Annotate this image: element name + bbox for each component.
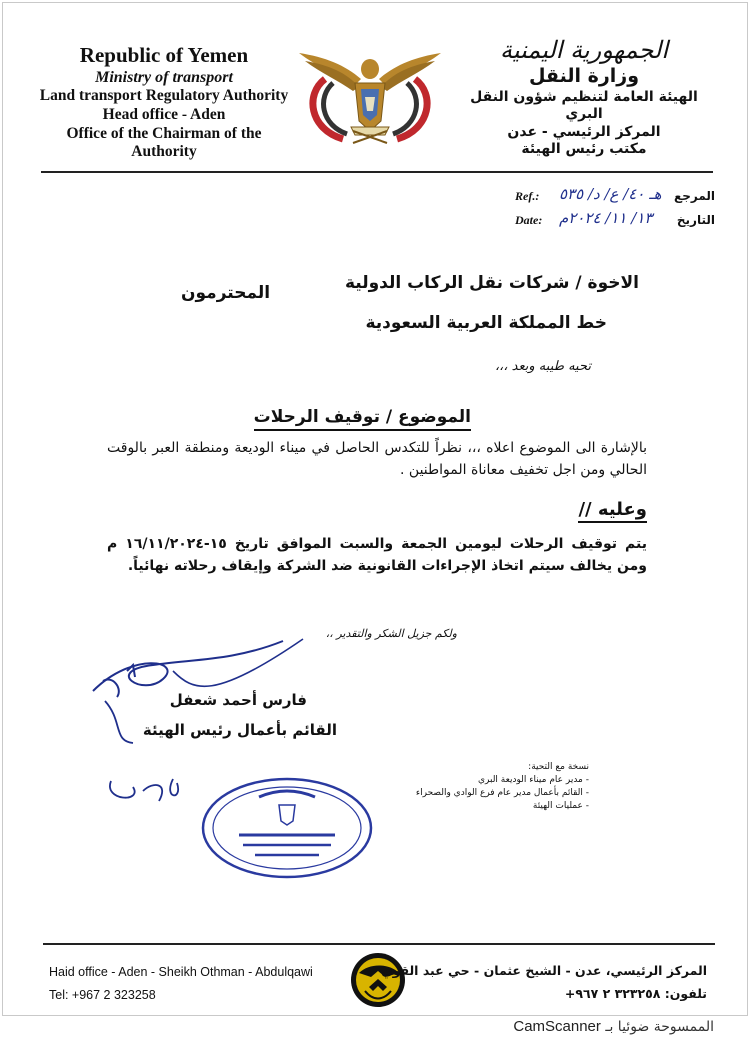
header-ar-ministry: وزارة النقل (528, 65, 640, 87)
header-english (39, 43, 289, 162)
scanner-prefix: الممسوحة ضوئيا بـ (605, 1019, 714, 1035)
accordingly-heading: وعليه // (578, 499, 647, 523)
closing-thanks: ولكم جزيل الشكر والتقدير ،، (325, 627, 457, 640)
ref-label-en: Ref.: (515, 189, 540, 203)
footer-en-phone: Tel: +967 2 323258 (49, 988, 156, 1002)
yemen-eagle-emblem-icon (295, 39, 445, 145)
header-en-ministry: Ministry of transport (95, 69, 233, 87)
official-stamp-icon (199, 775, 375, 881)
body-paragraph: بالإشارة الى الموضوع اعلاه ،،، نظراً للتكدس الحاصل في ميناء الوديعة ومنطقة العبر بالوقت الحالي ومن اجل تخفيف معاناة المواطنين . (107, 440, 647, 478)
footer-english (49, 961, 313, 1007)
decision-paragraph: يتم توقيف الرحلات ليومين الجمعة والسبت الموافق تاريخ ١٥-١٦/١١/٢٠٢٤ م ومن يخالف سيتم اتخاذ الإجراءات القانونية ضد الشركة وإيقاف رحلاته نهائياً. (107, 536, 647, 574)
reference-row (515, 185, 715, 209)
date-label-ar: التاريخ (676, 213, 715, 227)
header-ar-chairman-office: مكتب رئيس الهيئة (521, 141, 647, 158)
greeting: تحيه طيبه وبعد ،،، (494, 359, 591, 374)
footer-arabic (381, 959, 707, 1005)
footer-en-address: Haid office - Aden - Sheikh Othman - Abdulqawi (49, 965, 313, 979)
header-en-authority: Land transport Regulatory Authority (39, 87, 289, 105)
ref-value: هـ ٤٠/ ع/ د/ ٥٣٥ (559, 185, 662, 203)
copies-item: - عمليات الهيئة (532, 801, 589, 811)
date-label-en: Date: (515, 213, 543, 227)
header-divider (41, 171, 713, 173)
header-ar-office: المركز الرئيسي - عدن (507, 123, 661, 140)
addressee-route: خط المملكة العربية السعودية (365, 313, 607, 333)
header-en-country: Republic of Yemen (79, 43, 249, 67)
respect-title: المحترمون (181, 283, 271, 303)
copies-item: - القائم بأعمال مدير عام فرع الوادي والصحراء (415, 788, 589, 798)
header-en-chairman-office: Office of the Chairman of the Authority (66, 124, 262, 161)
scanner-brand: CamScanner (513, 1018, 601, 1035)
signatory-title: القائم بأعمال رئيس الهيئة (142, 721, 337, 739)
header-en-office: Head office - Aden (102, 105, 226, 123)
reference-block (515, 185, 715, 233)
subject-line: الموضوع / توقيف الرحلات (254, 407, 471, 431)
date-value: ١٣/ ١١/ ٢٠٢٤م (559, 209, 653, 227)
header-ar-authority: الهيئة العامة لتنظيم شؤون النقل البري (470, 88, 698, 123)
copies-item: - مدير عام ميناء الوديعة البري (477, 775, 589, 785)
ref-label-ar: المرجع (674, 189, 715, 203)
copies-heading: نسخة مع التحية: (528, 762, 589, 772)
copies-list (416, 761, 589, 813)
header-ar-country: الجمهورية اليمنية (499, 36, 669, 64)
header-arabic (459, 35, 709, 159)
footer-divider (43, 943, 715, 945)
document-sheet (2, 2, 748, 1016)
signatory-name: فارس أحمد شعفل (169, 691, 307, 709)
date-row (515, 209, 715, 233)
footer-ar-address: المركز الرئيسي، عدن - الشيخ عثمان - حي عبد القوي (381, 963, 707, 978)
scanner-watermark (513, 1018, 714, 1035)
addressee-line: الاخوة / شركات نقل الركاب الدولية (344, 273, 639, 293)
footer-ar-phone: تلفون: ٣٢٣٢٥٨ ٢ ٩٦٧+ (564, 986, 707, 1001)
